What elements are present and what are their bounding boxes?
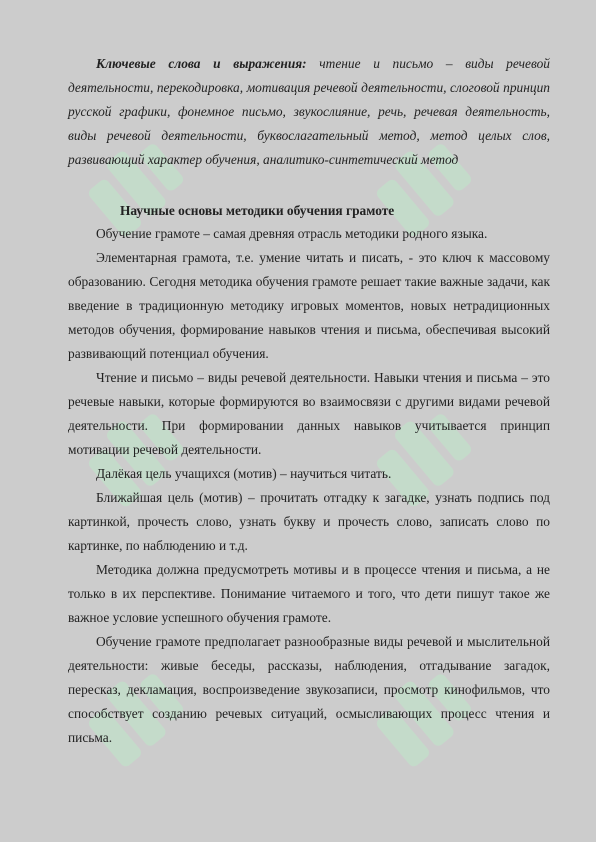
body-paragraph: Ближайшая цель (мотив) – прочитать отгадку к загадке, узнать подпись под картинкой, прочесть слово, узнать букву и прочесть слово, записать слово по картинке, по наблюдению и т.д. [68, 490, 550, 553]
body-paragraph: Чтение и письмо – виды речевой деятельности. Навыки чтения и письма – это речевые навыки, которые формируются во взаимосвязи с другими видами речевой деятельности. При формировании данных навыков учитывается принцип мотивации речевой деятельности. [68, 370, 550, 457]
body-paragraph: Обучение грамоте предполагает разнообразные виды речевой и мыслительной деятельности: живые беседы, рассказы, наблюдения, отгадывание загадок, пересказ, декламация, воспроизведение звукозаписи, просмотр кинофильмов, что способствует созданию речевых ситуаций, осмысливающих процесс чтения и письма. [68, 634, 550, 745]
body-paragraph: Элементарная грамота, т.е. умение читать и писать, - это ключ к массовому образованию. Сегодня методика обучения грамоте решает такие важные задачи, как введение в традиционную методику игровых моментов, новых нетрадиционных методов обучения, формирование навыков чтения и письма, обеспечивая высокий развивающий потенциал обучения. [68, 250, 550, 361]
keywords-text: чтение и письмо – виды речевой деятельности, перекодировка, мотивация речевой деятельности, слоговой принцип русской графики, фонемное письмо, звукослияние, речь, речевая деятельность, виды речевой деятельности, буквослагательный метод, метод целых слов, развивающий характер обучения, аналитико-синтетический метод [68, 56, 551, 167]
document-body [68, 52, 550, 750]
section-heading: Научные основы методики обучения грамоте [120, 203, 395, 218]
keywords-paragraph [68, 52, 550, 172]
keywords-label: Ключевые слова и выражения: [96, 56, 307, 71]
body-paragraph: Методика должна предусмотреть мотивы и в процессе чтения и письма, а не только в их перспективе. Понимание читаемого и того, что дети пишут такое же важное условие успешного обучения грамоте. [68, 562, 550, 625]
body-paragraph: Обучение грамоте – самая древняя отрасль методики родного языка. [96, 226, 488, 241]
body-paragraph: Далёкая цель учащихся (мотив) – научиться читать. [96, 466, 392, 481]
